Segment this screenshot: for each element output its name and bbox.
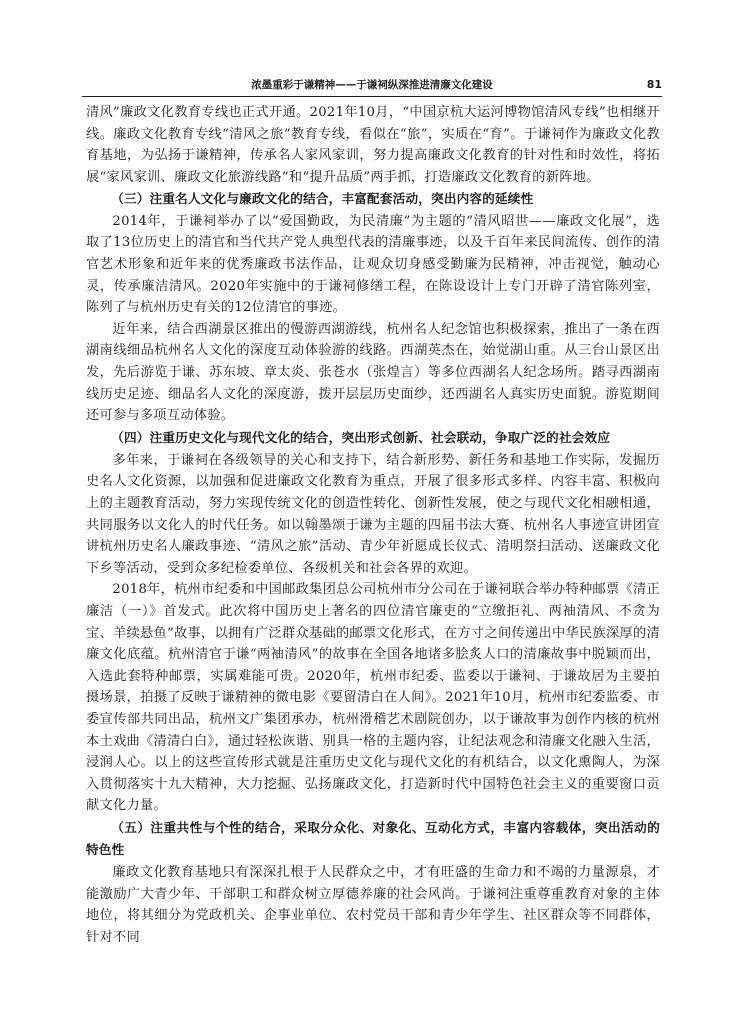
paragraph: 多年来，于谦祠在各级领导的关心和支持下，结合新形势、新任务和基地工作实际，发掘历史名人文化资源，以加强和促进廉政文化教育为重点，开展了很多形式多样、内容丰富、积极向上的主题教育活动，努力实现传统文化的创造性转化、创新性发展，使之与现代文化相融相通，共同服务以文化人的时代任务。如以翰墨颂于谦为主题的四届书法大赛、杭州名人事迹宣讲团宣讲杭州历史名人廉政事迹、“清风之旅”活动、青少年祈愿成长仪式、清明祭扫活动、送廉政文化下乡等活动，受到众多纪检委单位、各级机关和社会各界的欢迎。 bbox=[86, 452, 660, 576]
header-rule bbox=[82, 96, 662, 97]
page-header bbox=[82, 76, 662, 94]
paragraph-continued: 清风”廉政文化教育专线也正式开通。2021年10月，“中国京杭大运河博物馆清风专线”也相继开线。廉政文化教育专线“清风之旅”教育专线，看似在“旅”，实质在“育”。于谦祠作为廉政文化教育基地，为弘扬于谦精神，传承名人家风家训，努力提高廉政文化教育的针对性和时效性，将拓展“家风家训、廉政文化旅游线路”和“提升品质”两手抓，打造廉政文化教育的新阵地。 bbox=[86, 105, 660, 185]
section-heading-3: （三）注重名人文化与廉政文化的结合，丰富配套活动，突出内容的延续性 bbox=[111, 191, 534, 207]
body-text bbox=[86, 102, 660, 948]
paragraph: 廉政文化教育基地只有深深扎根于人民群众之中，才有旺盛的生命力和不竭的力量源泉，才能激励广大青少年、干部职工和群众树立厚德养廉的社会风尚。于谦祠注重尊重教育对象的主体地位，将其细分为党政机关、企事业单位、农村党员干部和青少年学生、社区群众等不同群体，针对不同 bbox=[86, 864, 660, 945]
page-number: 81 bbox=[646, 78, 662, 91]
paragraph: 2014年，于谦祠举办了以“爱国勤政，为民清廉”为主题的“清风昭世——廉政文化展”，选取了13位历史上的清官和当代共产党人典型代表的清廉事迹，以及千百年来民间流传、创作的清官艺术形象和近年来的优秀廉政书法作品，让观众切身感受勤廉为民精神，冲击视觉，触动心灵，传承廉洁清风。2020年实施中的于谦祠修缮工程，在陈设设计上专门开辟了清官陈列室，陈列了与杭州历史有关的12位清官的事迹。 bbox=[86, 213, 660, 316]
paragraph: 2018年，杭州市纪委和中国邮政集团总公司杭州市分公司在于谦祠联合举办特种邮票《清正廉洁（一）》首发式。此次将中国历史上著名的四位清官廉吏的“立缴拒礼、两袖清风、不贪为宝、羊续悬鱼”故事，以拥有广泛群众基础的邮票文化形式，在方寸之间传递出中华民族深厚的清廉文化底蕴。杭州清官于谦“两袖清风”的故事在全国各地诸多脍炙人口的清廉故事中脱颖而出，入选此套特种邮票，实属难能可贵。2020年，杭州市纪委、监委以于谦祠、于谦故居为主要拍摄场景，拍摄了反映于谦精神的微电影《要留清白在人间》。2021年10月，杭州市纪委监委、市委宣传部共同出品，杭州文广集团承办，杭州滑稽艺术剧院创办，以于谦故事为创作内核的杭州本土戏曲《清清白白》，通过轻松诙谐、别具一格的主题内容，让纪法观念和清廉文化融入生活，浸润人心。以上的这些宣传形式就是注重历史文化与现代文化的有机结合，以文化熏陶人，为深入贯彻落实十九大精神，大力挖掘、弘扬廉政文化，打造新时代中国特色社会主义的重要窗口贡献文化力量。 bbox=[86, 582, 660, 814]
section-heading-4: （四）注重历史文化与现代文化的结合，突出形式创新、社会联动，争取广泛的社会效应 bbox=[111, 430, 611, 446]
section-heading-5: （五）注重共性与个性的结合，采取分众化、对象化、互动化方式，丰富内容载体，突出活动的特色性 bbox=[86, 819, 660, 858]
paragraph: 近年来，结合西湖景区推出的慢游西湖游线，杭州名人纪念馆也积极探索，推出了一条在西湖南线细品杭州名人文化的深度互动体验游的线路。西湖英杰在，始觉湖山重。从三台山景区出发，先后游览于谦、苏东坡、章太炎、张苍水（张煌言）等多位西湖名人纪念场所。踏寻西湖南线历史足迹、细品名人文化的深度游，拨开层层历史面纱，还西湖名人真实历史面貌。游览期间还可参与多项互动体验。 bbox=[86, 321, 660, 424]
running-title: 浓墨重彩于谦精神——于谦祠纵深推进清廉文化建设 bbox=[251, 79, 493, 91]
